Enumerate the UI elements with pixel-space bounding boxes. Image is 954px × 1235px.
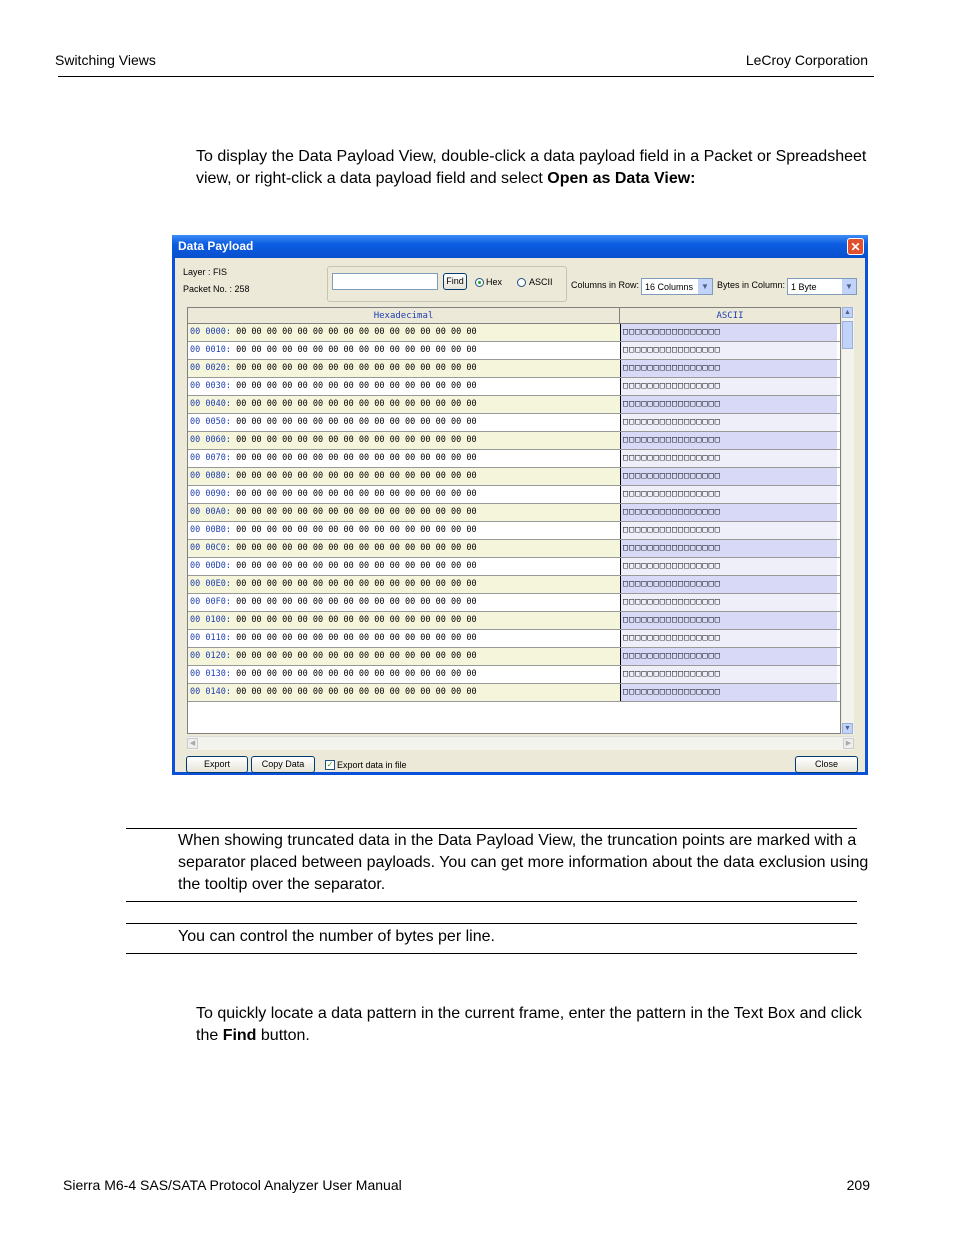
dialog-titlebar[interactable]: [172, 235, 868, 258]
row-address: 00 0110:: [190, 633, 231, 643]
chevron-down-icon: ▼: [842, 279, 856, 294]
row-address: 00 0030:: [190, 381, 231, 391]
export-file-label: Export data in file: [337, 760, 407, 770]
scroll-down-icon[interactable]: ▼: [842, 723, 853, 734]
row-hex-bytes: 00 00 00 00 00 00 00 00 00 00 00 00 00 00 00 00: [236, 381, 477, 391]
layer-label: Layer : FIS: [183, 267, 228, 277]
ascii-radio-label: ASCII: [529, 277, 553, 287]
scroll-thumb[interactable]: [842, 321, 853, 349]
row-hex-bytes: 00 00 00 00 00 00 00 00 00 00 00 00 00 00 00 00: [236, 579, 477, 589]
payload-row[interactable]: [188, 648, 840, 666]
row-ascii: □□□□□□□□□□□□□□□□: [620, 468, 837, 485]
note-bytes-per-line: You can control the number of bytes per line.: [178, 928, 495, 945]
row-address: 00 0130:: [190, 669, 231, 679]
row-address: 00 0080:: [190, 471, 231, 481]
row-hex-bytes: 00 00 00 00 00 00 00 00 00 00 00 00 00 00 00 00: [236, 435, 477, 445]
row-address: 00 0140:: [190, 687, 231, 697]
bytes-label: Bytes in Column:: [717, 280, 786, 290]
row-address: 00 00F0:: [190, 597, 231, 607]
hex-cell: [188, 612, 620, 629]
payload-row[interactable]: [188, 594, 840, 612]
hex-cell: [188, 630, 620, 647]
payload-row[interactable]: [188, 684, 840, 702]
payload-row[interactable]: [188, 486, 840, 504]
row-address: 00 00B0:: [190, 525, 231, 535]
note2-rule-bottom: [126, 953, 857, 954]
row-address: 00 00D0:: [190, 561, 231, 571]
payload-row[interactable]: [188, 540, 840, 558]
payload-row[interactable]: [188, 396, 840, 414]
bytes-value: 1 Byte: [791, 282, 817, 292]
row-ascii: □□□□□□□□□□□□□□□□: [620, 360, 837, 377]
row-hex-bytes: 00 00 00 00 00 00 00 00 00 00 00 00 00 00 00 00: [236, 345, 477, 355]
row-address: 00 0050:: [190, 417, 231, 427]
note-truncated: When showing truncated data in the Data Payload View, the truncation points are marked with a separator placed between payloads. You can get more information about the data exclusion using the tooltip over the separator.: [178, 832, 869, 893]
scroll-left-icon[interactable]: ◀: [187, 738, 198, 749]
row-ascii: □□□□□□□□□□□□□□□□: [620, 630, 837, 647]
hex-cell: [188, 468, 620, 485]
row-address: 00 0100:: [190, 615, 231, 625]
hex-cell: [188, 576, 620, 593]
row-ascii: □□□□□□□□□□□□□□□□: [620, 666, 837, 683]
payload-row[interactable]: [188, 324, 840, 342]
row-ascii: □□□□□□□□□□□□□□□□: [620, 594, 837, 611]
columns-label: Columns in Row:: [571, 280, 640, 290]
row-address: 00 0040:: [190, 399, 231, 409]
row-ascii: □□□□□□□□□□□□□□□□: [620, 648, 837, 665]
hex-radio[interactable]: [475, 278, 484, 287]
row-address: 00 0060:: [190, 435, 231, 445]
row-ascii: □□□□□□□□□□□□□□□□: [620, 612, 837, 629]
row-address: 00 0070:: [190, 453, 231, 463]
packet-label: Packet No. : 258: [183, 284, 250, 294]
hex-cell: [188, 486, 620, 503]
hex-cell: [188, 666, 620, 683]
row-address: 00 00A0:: [190, 507, 231, 517]
row-hex-bytes: 00 00 00 00 00 00 00 00 00 00 00 00 00 00 00 00: [236, 489, 477, 499]
find-button[interactable]: Find: [443, 273, 467, 290]
row-address: 00 0090:: [190, 489, 231, 499]
search-input[interactable]: [332, 273, 438, 290]
chevron-down-icon: ▼: [698, 279, 712, 294]
export-button[interactable]: Export: [186, 756, 248, 773]
payload-row[interactable]: [188, 576, 840, 594]
close-button[interactable]: Close: [795, 756, 858, 773]
hex-cell: [188, 396, 620, 413]
hex-cell: [188, 414, 620, 431]
vertical-scrollbar[interactable]: [842, 307, 854, 734]
row-ascii: □□□□□□□□□□□□□□□□: [620, 486, 837, 503]
horizontal-scrollbar[interactable]: [187, 736, 854, 750]
row-hex-bytes: 00 00 00 00 00 00 00 00 00 00 00 00 00 00 00 00: [236, 399, 477, 409]
row-hex-bytes: 00 00 00 00 00 00 00 00 00 00 00 00 00 00 00 00: [236, 561, 477, 571]
row-ascii: □□□□□□□□□□□□□□□□: [620, 378, 837, 395]
row-hex-bytes: 00 00 00 00 00 00 00 00 00 00 00 00 00 00 00 00: [236, 363, 477, 373]
payload-row[interactable]: [188, 342, 840, 360]
find-text-before: To quickly locate a data pattern in the current frame, enter the pattern in the Text Box and click the: [196, 1005, 862, 1044]
row-ascii: □□□□□□□□□□□□□□□□: [620, 522, 837, 539]
scroll-up-icon[interactable]: ▲: [842, 307, 853, 318]
row-hex-bytes: 00 00 00 00 00 00 00 00 00 00 00 00 00 00 00 00: [236, 417, 477, 427]
row-hex-bytes: 00 00 00 00 00 00 00 00 00 00 00 00 00 00 00 00: [236, 507, 477, 517]
row-ascii: □□□□□□□□□□□□□□□□: [620, 414, 837, 431]
row-address: 00 00C0:: [190, 543, 231, 553]
row-hex-bytes: 00 00 00 00 00 00 00 00 00 00 00 00 00 00 00 00: [236, 471, 477, 481]
row-ascii: □□□□□□□□□□□□□□□□: [620, 324, 837, 341]
find-bold: Find: [222, 1027, 257, 1044]
running-header-company: LeCroy Corporation: [745, 52, 868, 68]
hex-column-header: Hexadecimal: [188, 308, 620, 324]
find-text-after: button.: [256, 1027, 310, 1044]
hex-cell: [188, 324, 620, 341]
payload-row[interactable]: [188, 504, 840, 522]
data-payload-dialog: [172, 235, 868, 775]
columns-value: 16 Columns: [645, 282, 694, 292]
header-rule: [58, 76, 874, 77]
hex-cell: [188, 522, 620, 539]
row-ascii: □□□□□□□□□□□□□□□□: [620, 684, 837, 701]
row-ascii: □□□□□□□□□□□□□□□□: [620, 396, 837, 413]
row-ascii: □□□□□□□□□□□□□□□□: [620, 432, 837, 449]
row-hex-bytes: 00 00 00 00 00 00 00 00 00 00 00 00 00 00 00 00: [236, 543, 477, 553]
row-ascii: □□□□□□□□□□□□□□□□: [620, 504, 837, 521]
hex-cell: [188, 540, 620, 557]
hex-cell: [188, 558, 620, 575]
hex-cell: [188, 504, 620, 521]
note2-rule-top: [126, 923, 857, 924]
payload-row[interactable]: [188, 414, 840, 432]
row-address: 00 0020:: [190, 363, 231, 373]
find-paragraph: [196, 1003, 876, 1047]
payload-row[interactable]: [188, 666, 840, 684]
footer-title: Sierra M6-4 SAS/SATA Protocol Analyzer User Manual: [63, 1177, 402, 1193]
bytes-select[interactable]: [787, 278, 857, 295]
running-header-section: Switching Views: [55, 52, 156, 68]
note-rule-top: [126, 828, 857, 829]
payload-row[interactable]: [188, 522, 840, 540]
hex-radio-label: Hex: [486, 277, 503, 287]
hex-cell: [188, 594, 620, 611]
row-address: 00 0010:: [190, 345, 231, 355]
row-ascii: □□□□□□□□□□□□□□□□: [620, 576, 837, 593]
intro-paragraph: [196, 146, 876, 190]
dialog-title: Data Payload: [178, 239, 254, 253]
row-hex-bytes: 00 00 00 00 00 00 00 00 00 00 00 00 00 00 00 00: [236, 327, 477, 337]
row-hex-bytes: 00 00 00 00 00 00 00 00 00 00 00 00 00 00 00 00: [236, 597, 477, 607]
row-ascii: □□□□□□□□□□□□□□□□: [620, 342, 837, 359]
columns-select[interactable]: [641, 278, 713, 295]
payload-row[interactable]: [188, 630, 840, 648]
intro-text: To display the Data Payload View, double-click a data payload field in a Packet or Spreadsheet view, or right-click a data payload field and select: [196, 148, 867, 187]
row-address: 00 0000:: [190, 327, 231, 337]
export-file-checkbox[interactable]: ✓: [326, 760, 334, 769]
row-hex-bytes: 00 00 00 00 00 00 00 00 00 00 00 00 00 00 00 00: [236, 651, 477, 661]
row-hex-bytes: 00 00 00 00 00 00 00 00 00 00 00 00 00 00 00 00: [236, 525, 477, 535]
intro-bold: Open as Data View:: [547, 170, 696, 187]
row-hex-bytes: 00 00 00 00 00 00 00 00 00 00 00 00 00 00 00 00: [236, 633, 477, 643]
ascii-column-header: ASCII: [620, 308, 840, 324]
hex-cell: [188, 360, 620, 377]
hex-cell: [188, 432, 620, 449]
payload-row[interactable]: [188, 468, 840, 486]
scroll-right-icon[interactable]: ▶: [843, 738, 854, 749]
payload-row[interactable]: [188, 558, 840, 576]
dialog-body: [175, 258, 865, 772]
payload-row[interactable]: [188, 450, 840, 468]
close-icon[interactable]: ✕: [847, 238, 864, 255]
row-hex-bytes: 00 00 00 00 00 00 00 00 00 00 00 00 00 00 00 00: [236, 687, 477, 697]
row-ascii: □□□□□□□□□□□□□□□□: [620, 450, 837, 467]
copy-data-button[interactable]: Copy Data: [251, 756, 315, 773]
row-hex-bytes: 00 00 00 00 00 00 00 00 00 00 00 00 00 00 00 00: [236, 615, 477, 625]
page-number: 209: [846, 1177, 870, 1193]
row-ascii: □□□□□□□□□□□□□□□□: [620, 558, 837, 575]
payload-row[interactable]: [188, 432, 840, 450]
hex-cell: [188, 378, 620, 395]
row-address: 00 0120:: [190, 651, 231, 661]
hex-cell: [188, 684, 620, 701]
payload-grid: [187, 307, 841, 734]
hex-cell: [188, 648, 620, 665]
payload-row[interactable]: [188, 378, 840, 396]
payload-row[interactable]: [188, 612, 840, 630]
row-hex-bytes: 00 00 00 00 00 00 00 00 00 00 00 00 00 00 00 00: [236, 453, 477, 463]
hex-cell: [188, 342, 620, 359]
note-rule-bottom: [126, 901, 857, 902]
row-hex-bytes: 00 00 00 00 00 00 00 00 00 00 00 00 00 00 00 00: [236, 669, 477, 679]
ascii-radio[interactable]: [517, 278, 526, 287]
row-address: 00 00E0:: [190, 579, 231, 589]
payload-row[interactable]: [188, 360, 840, 378]
hex-cell: [188, 450, 620, 467]
row-ascii: □□□□□□□□□□□□□□□□: [620, 540, 837, 557]
